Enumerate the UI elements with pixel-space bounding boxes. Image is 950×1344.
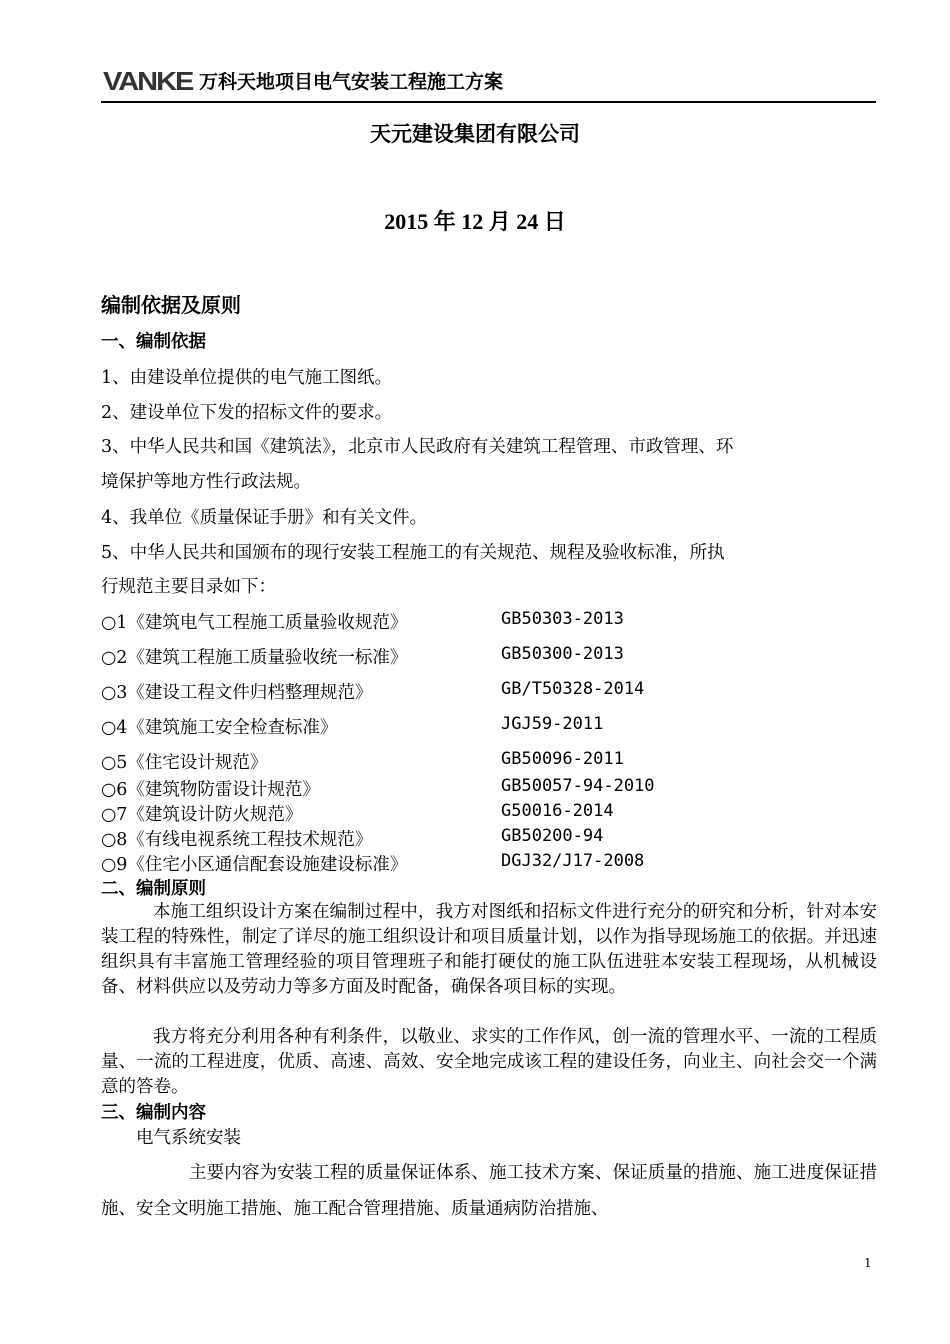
content-heading: 三、编制内容 <box>101 1103 206 1123</box>
spec-title: ○8《有线电视系统工程技术规范》 <box>101 830 373 850</box>
spec-code: GB50057-94-2010 <box>501 776 655 796</box>
principles-heading: 二、编制原则 <box>101 879 206 899</box>
spec-title: ○3《建设工程文件归档整理规范》 <box>101 683 373 703</box>
spec-title: ○9《住宅小区通信配套设施建设标准》 <box>101 855 408 875</box>
spec-title: ○2《建筑工程施工质量验收统一标准》 <box>101 648 408 668</box>
vanke-logo: VANKE <box>103 67 193 97</box>
spec-code: GB50200-94 <box>501 826 604 846</box>
principles-paragraph: 本施工组织设计方案在编制过程中，我方对图纸和招标文件进行充分的研究和分析，针对本安装工程的特殊性，制定了详尽的施工组织设计和项目质量计划，以作为指导现场施工的依据。并迅速组织具有丰富施工管理经验的项目管理班子和能打硬仗的施工队伍进驻本安装工程现场，从机械设备、材料供应以及劳动力等多方面及时配备，确保各项目标的实现。 <box>101 902 877 997</box>
basis-item: 1、由建设单位提供的电气施工图纸。 <box>101 368 393 388</box>
spec-title: ○5《住宅设计规范》 <box>101 753 268 773</box>
company-name: 天元建设集团有限公司 <box>370 122 580 146</box>
document-date: 2015 年 12 月 24 日 <box>384 209 566 234</box>
spec-code: G50016-2014 <box>501 801 614 821</box>
spec-title: ○6《建筑物防雷设计规范》 <box>101 780 320 800</box>
spec-title: ○7《建筑设计防火规范》 <box>101 805 303 825</box>
page-number: 1 <box>864 1256 872 1270</box>
section-title: 编制依据及原则 <box>101 293 241 317</box>
spec-code: JGJ59-2011 <box>501 714 604 734</box>
basis-item: 2、建设单位下发的招标文件的要求。 <box>101 403 393 423</box>
spec-code: DGJ32/J17-2008 <box>501 851 645 871</box>
principles-paragraph: 我方将充分利用各种有利条件，以敬业、求实的工作作风，创一流的管理水平、一流的工程质量、一流的工程进度，优质、高速、高效、安全地完成该工程的建设任务，向业主、向社会交一个满意的答卷。 <box>101 1027 877 1097</box>
spec-code: GB50300-2013 <box>501 644 624 664</box>
spec-title: ○1《建筑电气工程施工质量验收规范》 <box>101 613 408 633</box>
document-header-title: 万科天地项目电气安装工程施工方案 <box>199 71 504 93</box>
basis-heading: 一、编制依据 <box>101 332 206 352</box>
basis-item: 行规范主要目录如下： <box>101 577 276 597</box>
header-divider <box>101 101 876 103</box>
content-subheading: 电气系统安装 <box>136 1128 241 1148</box>
basis-item: 境保护等地方性行政法规。 <box>101 472 311 492</box>
spec-code: GB/T50328-2014 <box>501 679 645 699</box>
content-paragraph: 主要内容为安装工程的质量保证体系、施工技术方案、保证质量的措施、施工进度保证措施、安全文明施工措施、施工配合管理措施、质量通病防治措施、 <box>101 1163 877 1219</box>
spec-code: GB50096-2011 <box>501 749 624 769</box>
spec-title: ○4《建筑施工安全检查标准》 <box>101 718 338 738</box>
spec-code: GB50303-2013 <box>501 609 624 629</box>
basis-item: 3、中华人民共和国《建筑法》，北京市人民政府有关建筑工程管理、市政管理、环 <box>101 437 734 457</box>
basis-item: 5、中华人民共和国颁布的现行安装工程施工的有关规范、规程及验收标准，所执 <box>101 543 725 563</box>
basis-item: 4、我单位《质量保证手册》和有关文件。 <box>101 508 428 528</box>
